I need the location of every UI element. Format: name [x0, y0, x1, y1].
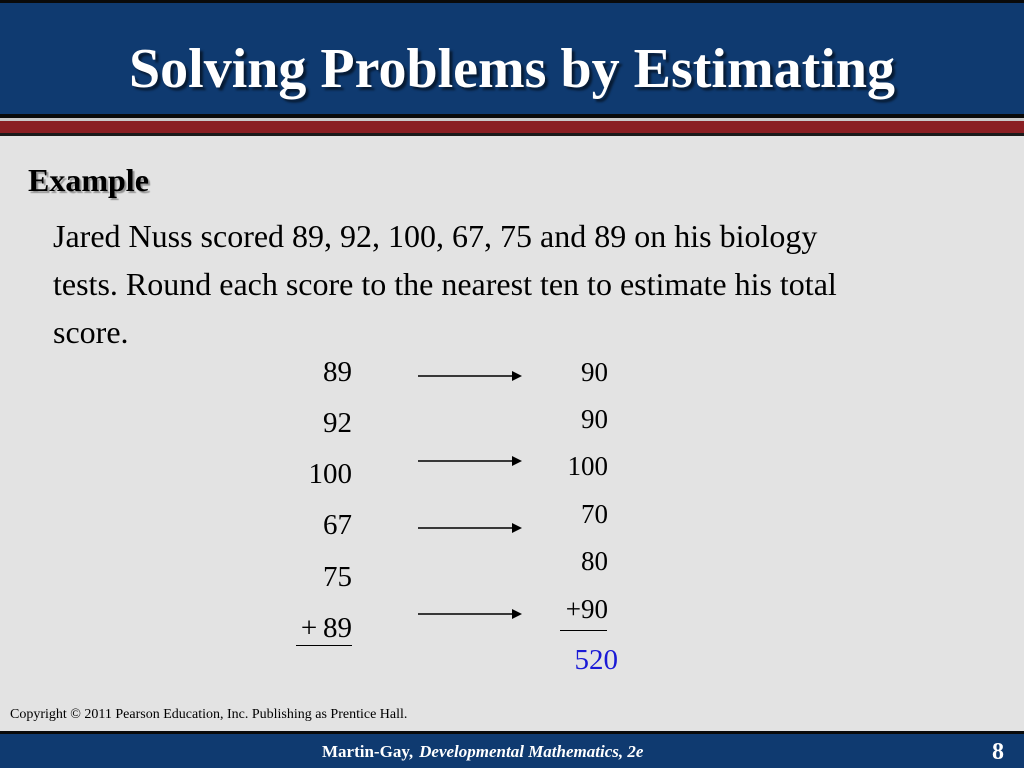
rounded-score: 90: [581, 357, 608, 387]
estimated-total: 520: [574, 644, 618, 676]
rounded-score: 100: [567, 451, 608, 481]
sum-underline-right: [560, 630, 607, 631]
example-heading: Example: [28, 162, 149, 198]
divider-stripe-dark: [0, 133, 1024, 136]
arrow-right-icon: [418, 369, 522, 383]
footer-citation: [322, 740, 643, 764]
divider-stripe-red: [0, 121, 1024, 133]
footer-book-title: Developmental Mathematics, 2e: [419, 742, 644, 761]
copyright-notice: Copyright © 2011 Pearson Education, Inc. Publishing as Prentice Hall.: [10, 707, 408, 722]
arrow-right-icon: [418, 454, 522, 468]
original-score: 67: [323, 509, 352, 541]
original-score: 75: [323, 561, 352, 593]
original-score: 100: [308, 458, 352, 490]
rounded-score: 90: [581, 404, 608, 434]
arrow-right-icon: [418, 607, 522, 621]
footer-bar: [0, 731, 1024, 768]
sum-underline-left: [296, 645, 352, 646]
arrow-right-icon: [418, 521, 522, 535]
slide-title: Solving Problems by Estimating: [129, 38, 895, 100]
rounded-score: 80: [581, 546, 608, 576]
original-score: 92: [323, 407, 352, 439]
page-number: 8: [992, 739, 1004, 765]
problem-text: Jared Nuss scored 89, 92, 100, 67, 75 and 89 on his biology tests. Round each score to the nearest ten to estimate his total score.: [53, 218, 837, 350]
rounded-score: 70: [581, 499, 608, 529]
rounded-score: +90: [565, 594, 608, 624]
original-score: + 89: [300, 612, 352, 644]
footer-author: Martin-Gay,: [322, 742, 414, 761]
original-score: 89: [323, 356, 352, 388]
